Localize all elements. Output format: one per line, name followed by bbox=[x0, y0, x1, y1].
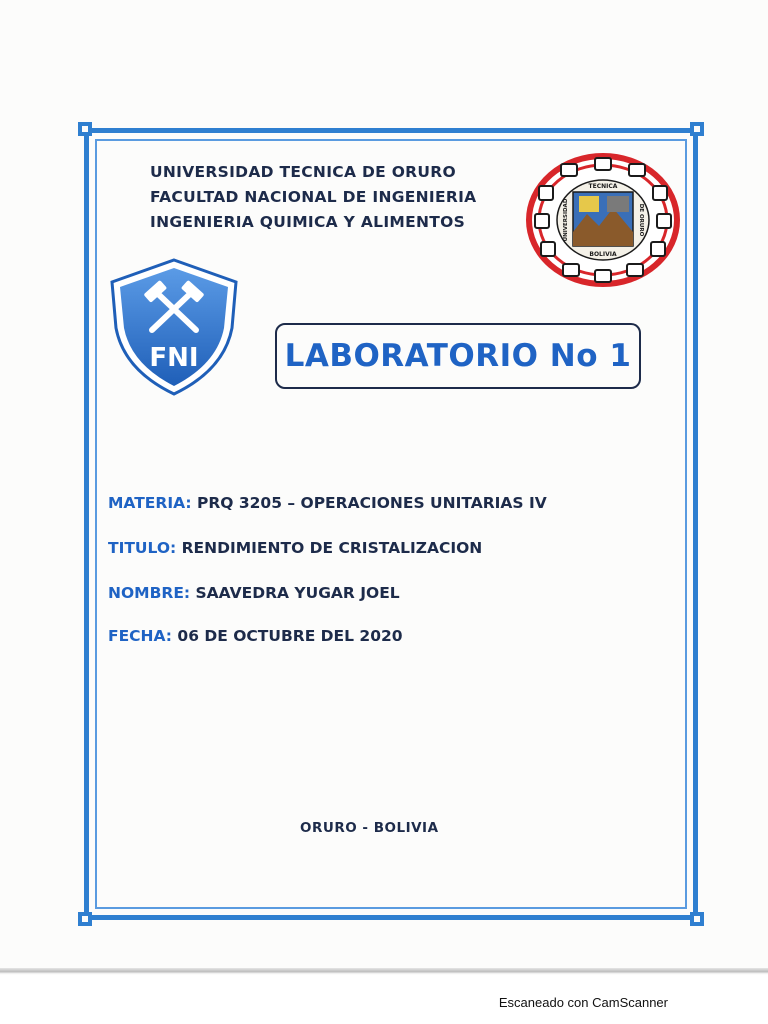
lab-title-box bbox=[275, 323, 641, 389]
info-value: SAAVEDRA YUGAR JOEL bbox=[195, 584, 400, 602]
info-value: PRQ 3205 – OPERACIONES UNITARIAS IV bbox=[196, 494, 547, 512]
header-university: UNIVERSIDAD TECNICA DE ORURO bbox=[150, 163, 457, 181]
seal-right-text: DE ORURO bbox=[638, 203, 644, 237]
header-department: INGENIERIA QUIMICA Y ALIMENTOS bbox=[150, 213, 466, 231]
seal-bottom-text: BOLIVIA bbox=[589, 251, 617, 258]
fni-shield-logo bbox=[108, 258, 240, 398]
university-seal-logo bbox=[525, 152, 681, 288]
seal-top-text: TECNICA bbox=[588, 183, 618, 190]
info-label: FECHA: bbox=[108, 627, 173, 645]
scanner-footer bbox=[0, 975, 768, 1024]
info-value: RENDIMIENTO DE CRISTALIZACION bbox=[181, 539, 483, 557]
info-row-fecha bbox=[108, 627, 403, 645]
info-label: MATERIA: bbox=[108, 494, 192, 512]
border-corner-bottom-left bbox=[78, 912, 92, 926]
info-row-nombre bbox=[108, 584, 400, 602]
border-corner-bottom-right bbox=[690, 912, 704, 926]
shield-text: FNI bbox=[149, 343, 199, 373]
place-text: ORURO - BOLIVIA bbox=[300, 820, 439, 836]
border-corner-top-left bbox=[78, 122, 92, 136]
info-label: TITULO: bbox=[108, 539, 177, 557]
lab-title: LABORATORIO No 1 bbox=[284, 338, 632, 374]
university-header bbox=[150, 160, 510, 235]
header-faculty: FACULTAD NACIONAL DE INGENIERIA bbox=[150, 188, 477, 206]
seal-left-text: UNIVERSIDAD bbox=[563, 198, 569, 242]
info-row-materia bbox=[108, 494, 547, 512]
info-label: NOMBRE: bbox=[108, 584, 191, 602]
scanner-credit-text: Escaneado con CamScanner bbox=[498, 995, 668, 1010]
border-corner-top-right bbox=[690, 122, 704, 136]
info-value: 06 DE OCTUBRE DEL 2020 bbox=[177, 627, 403, 645]
scan-page-edge bbox=[0, 968, 768, 974]
info-row-titulo bbox=[108, 539, 482, 557]
